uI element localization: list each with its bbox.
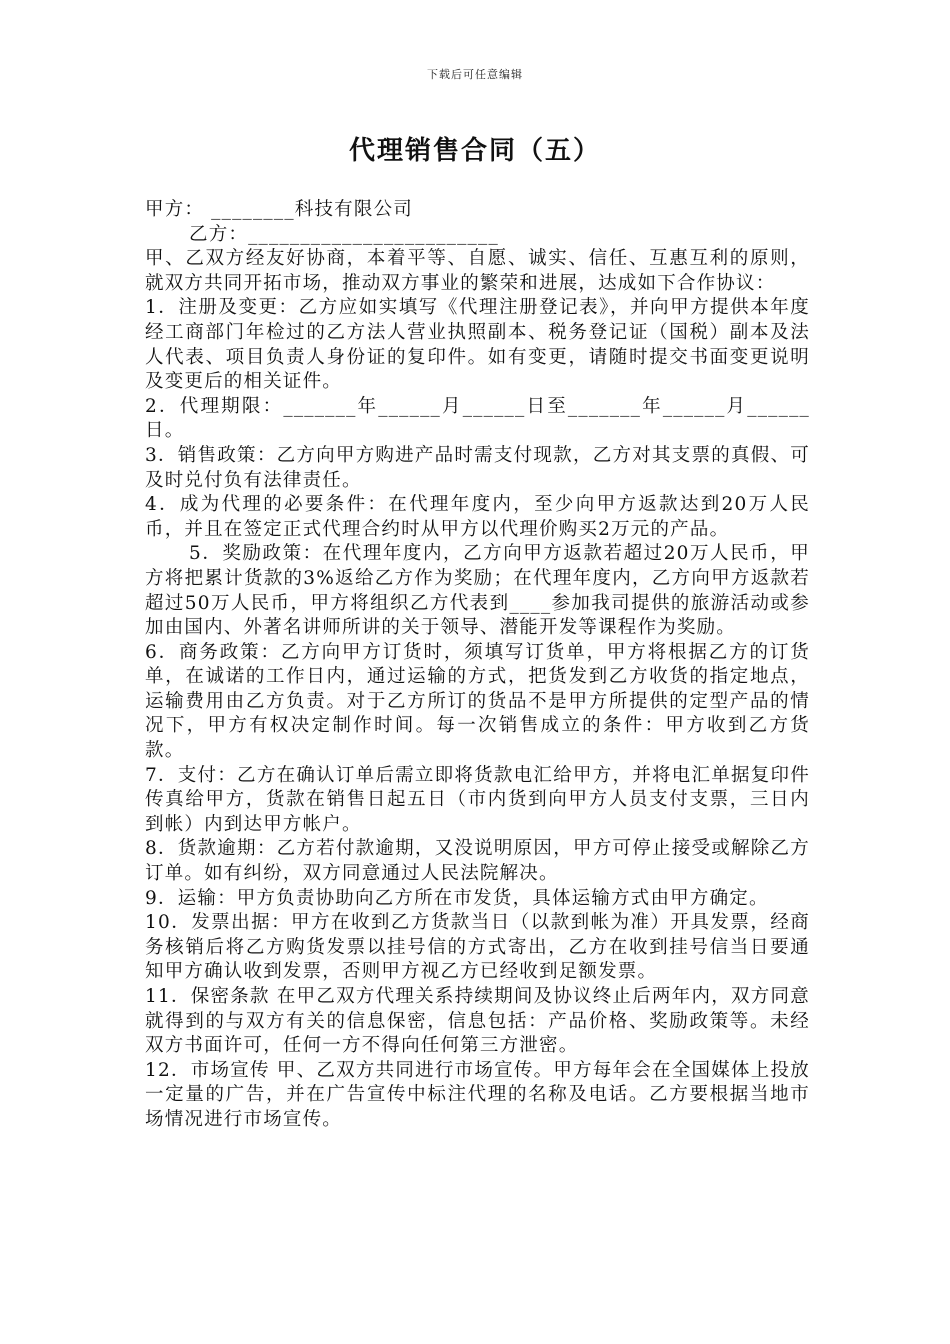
clause-9: 9．运输：甲方负责协助向乙方所在市发货，具体运输方式由甲方确定。 xyxy=(145,887,769,909)
clause-5: 5．奖励政策：在代理年度内，乙方向甲方返款若超过20万人民币，甲方将把累计货款的3%返给乙方作为奖励；在代理年度内，乙方向甲方返款若超过50万人民币，甲方将组织乙方代表到____参加我司提供的旅游活动或参加由国内、外著名讲师所讲的关于领导、潜能开发等课程作为奖励。 xyxy=(145,543,810,639)
clause-1: 1．注册及变更：乙方应如实填写《代理注册登记表》，并向甲方提供本年度经工商部门年检过的乙方法人营业执照副本、税务登记证（国税）副本及法人代表、项目负责人身份证的复印件。如有变更，请随时提交书面变更说明及变更后的相关证件。 xyxy=(145,297,810,393)
party-b-line: 乙方：________________________ xyxy=(189,223,499,245)
clause-4: 4．成为代理的必要条件：在代理年度内，至少向甲方返款达到20万人民币，并且在签定正式代理合约时从甲方以代理价购买2万元的产品。 xyxy=(145,494,810,540)
clause-6: 6．商务政策：乙方向甲方订货时，须填写订货单，甲方将根据乙方的订货单，在诚诺的工作日内，通过运输的方式，把货发到乙方收货的指定地点，运输费用由乙方负责。对于乙方所订的货品不是甲方所提供的定型产品的情况下，甲方有权决定制作时间。每一次销售成立的条件：甲方收到乙方货款。 xyxy=(145,641,810,762)
contract-title: 代理销售合同（五） xyxy=(348,136,601,166)
clause-3: 3．销售政策：乙方向甲方购进产品时需支付现款，乙方对其支票的真假、可及时兑付负有法律责任。 xyxy=(145,444,810,491)
contract-body xyxy=(145,198,810,1133)
clause-2: 2．代理期限：_______年______月______日至_______年______月______日。 xyxy=(145,395,810,442)
clause-10: 10．发票出据：甲方在收到乙方货款当日（以款到帐为准）开具发票，经商务核销后将乙方购货发票以挂号信的方式寄出，乙方在收到挂号信当日要通知甲方确认收到发票，否则甲方视乙方已经收到足额发票。 xyxy=(145,912,810,983)
clause-11: 11．保密条款 在甲乙双方代理关系持续期间及协议终止后两年内，双方同意就得到的与双方有关的信息保密，信息包括：产品价格、奖励政策等。未经双方书面许可，任何一方不得向任何第三方泄密。 xyxy=(145,986,810,1057)
party-a-line: 甲方： ________科技有限公司 xyxy=(145,199,413,220)
clause-8: 8．货款逾期：乙方若付款逾期，又没说明原因，甲方可停止接受或解除乙方订单。如有纠纷，双方同意通过人民法院解决。 xyxy=(145,838,810,885)
clause-12: 12．市场宣传 甲、乙双方共同进行市场宣传。甲方每年会在全国媒体上投放一定量的广告，并在广告宣传中标注代理的名称及电话。乙方要根据当地市场情况进行市场宣传。 xyxy=(145,1059,810,1130)
intro-paragraph: 甲、乙双方经友好协商，本着平等、自愿、诚实、信任、互惠互利的原则，就双方共同开拓市场，推动双方事业的繁荣和进展，达成如下合作协议： xyxy=(145,248,810,294)
header-note: 下载后可任意编辑 xyxy=(427,68,523,81)
clause-7: 7．支付：乙方在确认订单后需立即将货款电汇给甲方，并将电汇单据复印件传真给甲方，货款在销售日起五日（市内货到向甲方人员支付支票，三日内到帐）内到达甲方帐户。 xyxy=(145,764,810,835)
